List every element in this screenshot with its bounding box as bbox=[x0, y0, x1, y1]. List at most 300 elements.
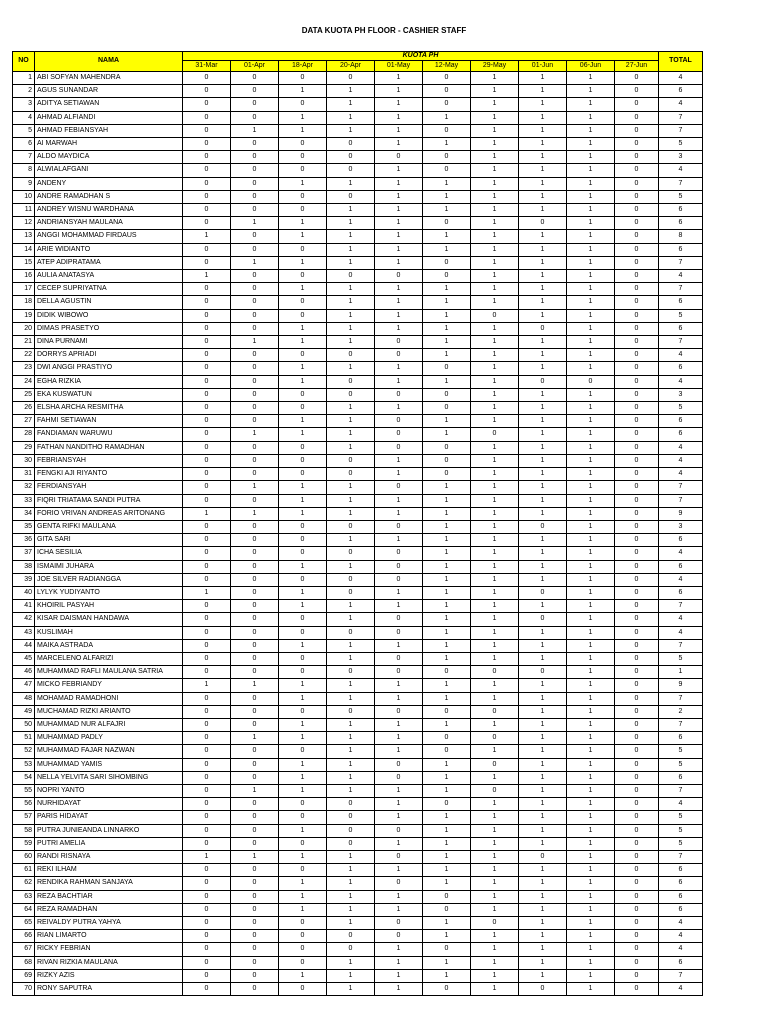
kuota-value: 1 bbox=[327, 969, 375, 982]
table-row bbox=[13, 230, 703, 243]
total-value: 6 bbox=[659, 85, 703, 98]
kuota-value: 0 bbox=[615, 573, 659, 586]
kuota-value: 0 bbox=[183, 138, 231, 151]
staff-name: FERDIANSYAH bbox=[35, 481, 183, 494]
kuota-value: 1 bbox=[423, 243, 471, 256]
kuota-value: 0 bbox=[231, 547, 279, 560]
kuota-value: 1 bbox=[375, 745, 423, 758]
kuota-table bbox=[12, 51, 703, 996]
kuota-value: 0 bbox=[183, 454, 231, 467]
staff-name: FIQRI TRIATAMA SANDI PUTRA bbox=[35, 494, 183, 507]
kuota-value: 0 bbox=[615, 124, 659, 137]
kuota-value: 0 bbox=[231, 692, 279, 705]
table-row bbox=[13, 705, 703, 718]
kuota-value: 0 bbox=[327, 798, 375, 811]
row-number: 62 bbox=[13, 877, 35, 890]
row-number: 67 bbox=[13, 943, 35, 956]
table-row bbox=[13, 573, 703, 586]
staff-name: REZA BACHTIAR bbox=[35, 890, 183, 903]
kuota-value: 1 bbox=[567, 917, 615, 930]
kuota-value: 1 bbox=[567, 296, 615, 309]
total-value: 3 bbox=[659, 151, 703, 164]
kuota-value: 1 bbox=[279, 586, 327, 599]
kuota-value: 1 bbox=[375, 837, 423, 850]
kuota-value: 1 bbox=[567, 956, 615, 969]
kuota-value: 1 bbox=[471, 811, 519, 824]
kuota-value: 0 bbox=[423, 468, 471, 481]
staff-name: ABI SOFYAN MAHENDRA bbox=[35, 72, 183, 85]
kuota-value: 1 bbox=[519, 930, 567, 943]
row-number: 64 bbox=[13, 903, 35, 916]
row-number: 30 bbox=[13, 454, 35, 467]
kuota-value: 1 bbox=[567, 520, 615, 533]
kuota-value: 0 bbox=[183, 72, 231, 85]
row-number: 57 bbox=[13, 811, 35, 824]
kuota-value: 1 bbox=[279, 415, 327, 428]
row-number: 43 bbox=[13, 626, 35, 639]
kuota-value: 1 bbox=[375, 296, 423, 309]
staff-name: EGHA RIZKIA bbox=[35, 375, 183, 388]
kuota-value: 0 bbox=[327, 72, 375, 85]
kuota-value: 0 bbox=[327, 349, 375, 362]
kuota-value: 1 bbox=[471, 586, 519, 599]
kuota-value: 1 bbox=[423, 573, 471, 586]
table-row bbox=[13, 626, 703, 639]
kuota-value: 1 bbox=[471, 903, 519, 916]
staff-name: RONY SAPUTRA bbox=[35, 983, 183, 996]
total-value: 4 bbox=[659, 626, 703, 639]
kuota-value: 1 bbox=[519, 468, 567, 481]
kuota-value: 0 bbox=[231, 586, 279, 599]
kuota-value: 0 bbox=[615, 362, 659, 375]
kuota-value: 1 bbox=[423, 718, 471, 731]
kuota-value: 1 bbox=[519, 560, 567, 573]
total-value: 7 bbox=[659, 481, 703, 494]
kuota-value: 1 bbox=[375, 956, 423, 969]
kuota-value: 1 bbox=[279, 639, 327, 652]
total-value: 9 bbox=[659, 507, 703, 520]
kuota-value: 0 bbox=[423, 705, 471, 718]
row-number: 12 bbox=[13, 217, 35, 230]
kuota-value: 1 bbox=[567, 468, 615, 481]
row-number: 14 bbox=[13, 243, 35, 256]
total-value: 4 bbox=[659, 375, 703, 388]
kuota-value: 1 bbox=[519, 824, 567, 837]
kuota-value: 1 bbox=[471, 626, 519, 639]
kuota-value: 1 bbox=[471, 164, 519, 177]
kuota-value: 0 bbox=[231, 811, 279, 824]
total-value: 5 bbox=[659, 837, 703, 850]
kuota-value: 0 bbox=[327, 626, 375, 639]
kuota-value: 1 bbox=[567, 534, 615, 547]
kuota-value: 0 bbox=[615, 375, 659, 388]
kuota-value: 1 bbox=[375, 798, 423, 811]
kuota-value: 0 bbox=[327, 190, 375, 203]
kuota-value: 1 bbox=[471, 890, 519, 903]
kuota-value: 0 bbox=[183, 322, 231, 335]
kuota-value: 0 bbox=[183, 415, 231, 428]
row-number: 26 bbox=[13, 402, 35, 415]
total-value: 6 bbox=[659, 243, 703, 256]
staff-name: ISMAIMI JUHARA bbox=[35, 560, 183, 573]
kuota-value: 0 bbox=[615, 402, 659, 415]
table-row bbox=[13, 349, 703, 362]
total-value: 6 bbox=[659, 732, 703, 745]
kuota-value: 1 bbox=[279, 494, 327, 507]
staff-name: ADITYA SETIAWAN bbox=[35, 98, 183, 111]
kuota-value: 1 bbox=[471, 520, 519, 533]
kuota-value: 1 bbox=[423, 837, 471, 850]
kuota-value: 1 bbox=[375, 903, 423, 916]
kuota-value: 1 bbox=[567, 204, 615, 217]
kuota-value: 0 bbox=[183, 652, 231, 665]
kuota-value: 1 bbox=[423, 586, 471, 599]
staff-name: GITA SARI bbox=[35, 534, 183, 547]
kuota-value: 0 bbox=[183, 613, 231, 626]
date-header: 18-Apr bbox=[279, 61, 327, 72]
kuota-value: 0 bbox=[279, 705, 327, 718]
kuota-value: 0 bbox=[615, 441, 659, 454]
kuota-value: 1 bbox=[567, 217, 615, 230]
kuota-value: 0 bbox=[231, 362, 279, 375]
kuota-value: 1 bbox=[567, 983, 615, 996]
table-row bbox=[13, 586, 703, 599]
kuota-value: 1 bbox=[567, 943, 615, 956]
row-number: 48 bbox=[13, 692, 35, 705]
table-row bbox=[13, 877, 703, 890]
kuota-value: 1 bbox=[279, 428, 327, 441]
kuota-value: 0 bbox=[183, 336, 231, 349]
kuota-value: 1 bbox=[471, 718, 519, 731]
kuota-value: 1 bbox=[327, 639, 375, 652]
kuota-value: 0 bbox=[183, 639, 231, 652]
kuota-value: 1 bbox=[423, 309, 471, 322]
kuota-value: 0 bbox=[519, 586, 567, 599]
kuota-value: 0 bbox=[615, 309, 659, 322]
table-row bbox=[13, 217, 703, 230]
kuota-value: 0 bbox=[615, 494, 659, 507]
kuota-value: 1 bbox=[519, 336, 567, 349]
row-number: 63 bbox=[13, 890, 35, 903]
kuota-value: 1 bbox=[327, 600, 375, 613]
kuota-value: 1 bbox=[231, 679, 279, 692]
date-header: 06-Jun bbox=[567, 61, 615, 72]
kuota-value: 1 bbox=[423, 560, 471, 573]
kuota-value: 1 bbox=[375, 362, 423, 375]
kuota-value: 1 bbox=[567, 864, 615, 877]
total-value: 7 bbox=[659, 336, 703, 349]
kuota-value: 1 bbox=[375, 204, 423, 217]
row-number: 20 bbox=[13, 322, 35, 335]
kuota-value: 0 bbox=[615, 72, 659, 85]
table-row bbox=[13, 507, 703, 520]
total-value: 3 bbox=[659, 388, 703, 401]
kuota-value: 0 bbox=[183, 903, 231, 916]
kuota-value: 0 bbox=[615, 718, 659, 731]
table-row bbox=[13, 732, 703, 745]
kuota-value: 0 bbox=[183, 256, 231, 269]
table-row bbox=[13, 98, 703, 111]
kuota-value: 1 bbox=[375, 402, 423, 415]
kuota-value: 0 bbox=[279, 811, 327, 824]
kuota-value: 0 bbox=[183, 692, 231, 705]
kuota-value: 1 bbox=[327, 481, 375, 494]
table-row bbox=[13, 969, 703, 982]
table-row bbox=[13, 190, 703, 203]
kuota-value: 0 bbox=[327, 520, 375, 533]
total-value: 5 bbox=[659, 824, 703, 837]
kuota-value: 0 bbox=[183, 494, 231, 507]
kuota-value: 0 bbox=[375, 573, 423, 586]
kuota-value: 0 bbox=[279, 402, 327, 415]
kuota-value: 0 bbox=[231, 758, 279, 771]
kuota-value: 0 bbox=[279, 441, 327, 454]
kuota-value: 1 bbox=[567, 230, 615, 243]
total-value: 7 bbox=[659, 494, 703, 507]
staff-name: RIVAN RIZKIA MAULANA bbox=[35, 956, 183, 969]
kuota-value: 1 bbox=[567, 124, 615, 137]
kuota-value: 0 bbox=[231, 98, 279, 111]
kuota-value: 1 bbox=[471, 613, 519, 626]
kuota-value: 1 bbox=[327, 983, 375, 996]
kuota-value: 0 bbox=[183, 388, 231, 401]
row-number: 9 bbox=[13, 177, 35, 190]
kuota-value: 1 bbox=[519, 415, 567, 428]
kuota-value: 1 bbox=[423, 956, 471, 969]
staff-name: AGUS SUNANDAR bbox=[35, 85, 183, 98]
row-number: 58 bbox=[13, 824, 35, 837]
total-value: 4 bbox=[659, 468, 703, 481]
kuota-value: 0 bbox=[327, 270, 375, 283]
kuota-value: 1 bbox=[183, 507, 231, 520]
kuota-value: 0 bbox=[279, 138, 327, 151]
row-number: 47 bbox=[13, 679, 35, 692]
kuota-value: 0 bbox=[615, 798, 659, 811]
kuota-value: 0 bbox=[279, 454, 327, 467]
staff-name: PUTRA JUNIEANDA LINNARKO bbox=[35, 824, 183, 837]
kuota-value: 1 bbox=[327, 256, 375, 269]
table-row bbox=[13, 402, 703, 415]
kuota-value: 1 bbox=[279, 969, 327, 982]
date-header: 12-May bbox=[423, 61, 471, 72]
kuota-value: 1 bbox=[327, 322, 375, 335]
kuota-value: 1 bbox=[279, 230, 327, 243]
kuota-value: 1 bbox=[375, 983, 423, 996]
kuota-value: 1 bbox=[423, 811, 471, 824]
row-number: 7 bbox=[13, 151, 35, 164]
kuota-value: 1 bbox=[471, 877, 519, 890]
kuota-value: 1 bbox=[375, 468, 423, 481]
total-value: 6 bbox=[659, 903, 703, 916]
kuota-value: 0 bbox=[423, 85, 471, 98]
table-row bbox=[13, 652, 703, 665]
staff-name: ANGGI MOHAMMAD FIRDAUS bbox=[35, 230, 183, 243]
kuota-value: 0 bbox=[423, 362, 471, 375]
kuota-value: 0 bbox=[375, 613, 423, 626]
kuota-value: 1 bbox=[375, 732, 423, 745]
kuota-value: 1 bbox=[567, 705, 615, 718]
kuota-value: 1 bbox=[471, 441, 519, 454]
table-row bbox=[13, 613, 703, 626]
kuota-value: 1 bbox=[567, 164, 615, 177]
kuota-value: 1 bbox=[327, 732, 375, 745]
kuota-value: 0 bbox=[183, 943, 231, 956]
kuota-value: 0 bbox=[615, 586, 659, 599]
kuota-value: 1 bbox=[231, 784, 279, 797]
kuota-value: 1 bbox=[231, 481, 279, 494]
table-row bbox=[13, 415, 703, 428]
kuota-value: 1 bbox=[519, 837, 567, 850]
table-row bbox=[13, 72, 703, 85]
kuota-value: 0 bbox=[327, 824, 375, 837]
kuota-value: 1 bbox=[471, 639, 519, 652]
kuota-value: 0 bbox=[615, 613, 659, 626]
kuota-value: 0 bbox=[423, 151, 471, 164]
kuota-value: 1 bbox=[567, 903, 615, 916]
row-number: 65 bbox=[13, 917, 35, 930]
kuota-value: 0 bbox=[423, 745, 471, 758]
kuota-value: 1 bbox=[327, 864, 375, 877]
kuota-value: 1 bbox=[567, 652, 615, 665]
kuota-value: 1 bbox=[279, 124, 327, 137]
kuota-value: 0 bbox=[279, 652, 327, 665]
kuota-value: 1 bbox=[423, 375, 471, 388]
kuota-value: 1 bbox=[519, 138, 567, 151]
kuota-value: 1 bbox=[327, 692, 375, 705]
kuota-value: 0 bbox=[231, 349, 279, 362]
table-row bbox=[13, 639, 703, 652]
staff-name: MUHAMMAD PADLY bbox=[35, 732, 183, 745]
kuota-value: 1 bbox=[279, 560, 327, 573]
kuota-value: 0 bbox=[423, 98, 471, 111]
kuota-value: 1 bbox=[567, 573, 615, 586]
kuota-value: 1 bbox=[423, 415, 471, 428]
kuota-value: 0 bbox=[327, 468, 375, 481]
kuota-value: 1 bbox=[471, 296, 519, 309]
kuota-value: 1 bbox=[519, 270, 567, 283]
table-row bbox=[13, 600, 703, 613]
kuota-value: 0 bbox=[183, 349, 231, 362]
kuota-value: 1 bbox=[471, 494, 519, 507]
kuota-value: 0 bbox=[471, 309, 519, 322]
staff-name: CECEP SUPRIYATNA bbox=[35, 283, 183, 296]
kuota-value: 1 bbox=[279, 850, 327, 863]
kuota-value: 1 bbox=[567, 270, 615, 283]
kuota-value: 0 bbox=[183, 864, 231, 877]
kuota-value: 1 bbox=[567, 758, 615, 771]
staff-name: MUHAMMAD FAJAR NAZWAN bbox=[35, 745, 183, 758]
kuota-value: 1 bbox=[567, 666, 615, 679]
kuota-value: 1 bbox=[519, 798, 567, 811]
kuota-value: 1 bbox=[471, 415, 519, 428]
total-value: 4 bbox=[659, 349, 703, 362]
kuota-value: 1 bbox=[471, 969, 519, 982]
kuota-value: 1 bbox=[471, 864, 519, 877]
kuota-value: 0 bbox=[327, 586, 375, 599]
kuota-value: 1 bbox=[327, 243, 375, 256]
kuota-value: 0 bbox=[375, 547, 423, 560]
kuota-value: 1 bbox=[423, 877, 471, 890]
kuota-value: 1 bbox=[327, 560, 375, 573]
kuota-value: 0 bbox=[519, 850, 567, 863]
kuota-value: 1 bbox=[567, 72, 615, 85]
kuota-value: 1 bbox=[519, 626, 567, 639]
kuota-value: 0 bbox=[615, 666, 659, 679]
kuota-value: 0 bbox=[615, 177, 659, 190]
kuota-value: 0 bbox=[519, 983, 567, 996]
kuota-value: 0 bbox=[615, 732, 659, 745]
kuota-value: 1 bbox=[423, 534, 471, 547]
kuota-value: 1 bbox=[567, 388, 615, 401]
kuota-value: 1 bbox=[375, 322, 423, 335]
staff-name: RIZKY AZIS bbox=[35, 969, 183, 982]
kuota-value: 1 bbox=[375, 784, 423, 797]
total-value: 5 bbox=[659, 309, 703, 322]
kuota-value: 1 bbox=[375, 718, 423, 731]
kuota-value: 1 bbox=[231, 336, 279, 349]
kuota-value: 1 bbox=[567, 454, 615, 467]
staff-name: REKI ILHAM bbox=[35, 864, 183, 877]
kuota-value: 1 bbox=[327, 718, 375, 731]
kuota-value: 1 bbox=[519, 534, 567, 547]
kuota-value: 1 bbox=[519, 362, 567, 375]
kuota-value: 1 bbox=[375, 256, 423, 269]
kuota-value: 0 bbox=[423, 256, 471, 269]
kuota-value: 0 bbox=[183, 573, 231, 586]
table-row bbox=[13, 468, 703, 481]
kuota-value: 1 bbox=[519, 507, 567, 520]
kuota-value: 1 bbox=[423, 784, 471, 797]
row-number: 70 bbox=[13, 983, 35, 996]
kuota-value: 0 bbox=[231, 745, 279, 758]
total-value: 4 bbox=[659, 983, 703, 996]
date-header: 01-Apr bbox=[231, 61, 279, 72]
kuota-value: 1 bbox=[519, 718, 567, 731]
kuota-value: 1 bbox=[519, 903, 567, 916]
table-row bbox=[13, 718, 703, 731]
kuota-value: 0 bbox=[375, 151, 423, 164]
row-number: 23 bbox=[13, 362, 35, 375]
kuota-value: 1 bbox=[375, 85, 423, 98]
kuota-value: 1 bbox=[375, 692, 423, 705]
kuota-value: 0 bbox=[231, 930, 279, 943]
kuota-value: 1 bbox=[423, 917, 471, 930]
kuota-value: 0 bbox=[183, 177, 231, 190]
kuota-value: 1 bbox=[471, 124, 519, 137]
total-value: 5 bbox=[659, 758, 703, 771]
kuota-value: 0 bbox=[615, 283, 659, 296]
kuota-value: 1 bbox=[567, 349, 615, 362]
row-number: 53 bbox=[13, 758, 35, 771]
kuota-value: 1 bbox=[279, 111, 327, 124]
kuota-value: 0 bbox=[279, 98, 327, 111]
kuota-value: 0 bbox=[183, 732, 231, 745]
kuota-value: 0 bbox=[279, 573, 327, 586]
staff-name: KUSLIMAH bbox=[35, 626, 183, 639]
kuota-value: 1 bbox=[567, 111, 615, 124]
kuota-value: 1 bbox=[327, 494, 375, 507]
row-number: 18 bbox=[13, 296, 35, 309]
kuota-value: 0 bbox=[615, 428, 659, 441]
total-value: 5 bbox=[659, 402, 703, 415]
row-number: 25 bbox=[13, 388, 35, 401]
staff-name: MAIKA ASTRADA bbox=[35, 639, 183, 652]
kuota-value: 1 bbox=[567, 441, 615, 454]
kuota-value: 1 bbox=[519, 705, 567, 718]
kuota-value: 0 bbox=[615, 652, 659, 665]
kuota-value: 1 bbox=[327, 903, 375, 916]
kuota-value: 1 bbox=[519, 890, 567, 903]
